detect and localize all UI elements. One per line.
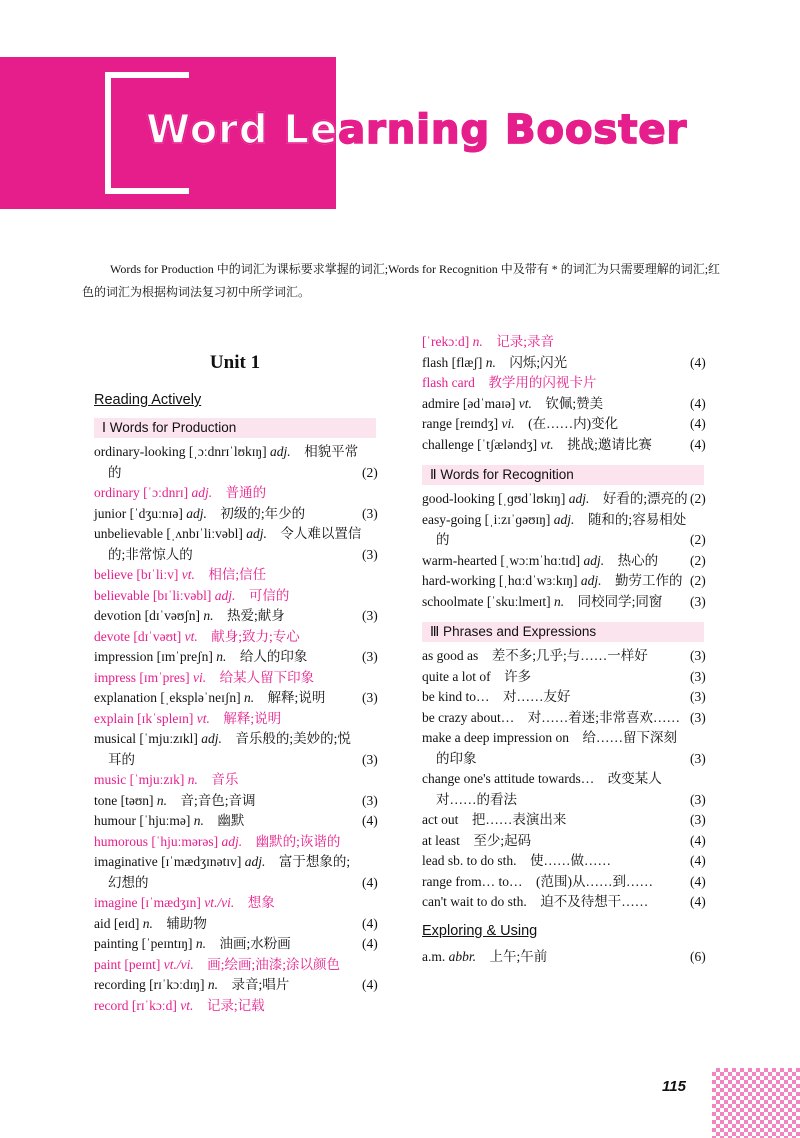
vocab-page-ref: (4) — [362, 813, 378, 828]
vocab-entry — [94, 483, 376, 504]
vocab-page-ref: (3) — [362, 690, 378, 705]
vocab-word: imagine [ɪˈmædʒɪn] — [94, 895, 201, 910]
vocab-page-ref: (3) — [362, 751, 378, 767]
vocab-text — [422, 373, 690, 394]
vocab-text — [422, 892, 690, 913]
vocab-entry — [94, 586, 376, 607]
vocab-meaning: 迫不及待想干…… — [540, 894, 649, 909]
vocab-meaning: 给某人留下印象 — [219, 669, 315, 685]
vocab-meaning: 教学用的闪视卡片 — [488, 375, 597, 390]
vocab-pos: n. — [193, 813, 204, 828]
vocab-meaning: 幽默 — [217, 813, 245, 828]
vocab-entry — [422, 571, 704, 592]
vocab-page-ref: (3) — [362, 546, 378, 562]
vocab-pos: adj. — [583, 552, 605, 568]
vocab-entry — [422, 810, 704, 831]
vocab-word: act out — [422, 812, 459, 827]
vocab-meaning: 好看的;漂亮的 — [602, 491, 688, 506]
vocab-entry — [422, 373, 704, 394]
vocab-page-ref: (2) — [362, 464, 378, 480]
vocab-pos: vi. — [192, 669, 207, 685]
vocab-word: music [ˈmjuːzɪk] — [94, 772, 185, 787]
vocab-entry — [422, 892, 704, 913]
vocab-pos: vt. — [181, 567, 195, 582]
vocab-word: hard-working [ˌhɑːdˈwɜːkɪŋ] — [422, 573, 578, 588]
vocab-page-ref: (3) — [690, 689, 706, 704]
vocab-text — [422, 728, 690, 769]
vocab-entry — [422, 687, 704, 708]
vocab-page-ref: (3) — [690, 593, 706, 609]
vocab-word: imaginative [ɪˈmædʒɪnətɪv] — [94, 854, 242, 869]
vocab-entry — [422, 592, 704, 613]
vocab-entry — [94, 832, 376, 853]
vocab-text — [94, 996, 362, 1017]
vocab-pos: vt. — [180, 997, 194, 1013]
vocab-text — [94, 975, 362, 996]
vocab-entry — [94, 668, 376, 689]
vocab-meaning: 辅助物 — [166, 915, 207, 931]
vocab-pos: n. — [472, 334, 483, 349]
vocab-word: range from… to… — [422, 873, 523, 889]
vocab-entry — [422, 551, 704, 572]
vocab-word: be kind to… — [422, 689, 490, 704]
vocab-text — [94, 914, 362, 935]
vocab-word: a.m. — [422, 948, 446, 964]
vocab-word: humorous [ˈhjuːmərəs] — [94, 833, 219, 849]
vocab-page-ref: (3) — [690, 791, 706, 807]
vocab-page-ref: (6) — [690, 948, 706, 964]
vocab-entry — [422, 667, 704, 688]
vocab-pos: n. — [187, 772, 198, 787]
vocab-text — [94, 483, 362, 504]
vocab-entry — [94, 791, 376, 812]
vocab-meaning: (范围)从……到…… — [535, 873, 653, 889]
vocab-meaning: 至少;起码 — [473, 832, 532, 848]
vocab-text — [94, 832, 362, 853]
vocab-page-ref: (4) — [362, 915, 378, 931]
vocab-word: make a deep impression on — [422, 730, 569, 745]
vocab-text — [422, 810, 690, 831]
vocab-meaning: 对……友好 — [503, 689, 571, 704]
subsection-words-for-recognition: Ⅱ Words for Recognition — [422, 465, 704, 485]
vocab-text — [422, 831, 690, 852]
vocab-page-ref: (2) — [690, 491, 706, 506]
vocab-text — [94, 668, 362, 689]
vocab-text — [94, 688, 362, 709]
vocab-meaning: 记录;录音 — [496, 334, 554, 349]
vocab-page-ref: (3) — [690, 648, 706, 663]
vocab-meaning: 许多 — [504, 668, 532, 684]
vocab-word: ordinary [ˈɔːdnrɪ] — [94, 485, 189, 500]
vocab-meaning: 上午;午前 — [489, 948, 548, 964]
vocab-meaning: 记录;记载 — [206, 997, 265, 1013]
vocab-entry — [422, 489, 704, 510]
vocab-meaning: 同校同学;同窗 — [577, 593, 663, 609]
vocab-entry — [94, 975, 376, 996]
vocab-meaning: 解释;说明 — [267, 690, 326, 705]
vocab-meaning: 使……做…… — [530, 853, 611, 868]
vocab-text — [94, 955, 362, 976]
vocab-word: be crazy about… — [422, 709, 515, 725]
vocab-word: believe [bɪˈliːv] — [94, 567, 179, 582]
vocab-entry — [422, 708, 704, 729]
vocab-entry — [422, 353, 704, 374]
vocab-entry — [94, 504, 376, 525]
vocab-entry — [94, 729, 376, 770]
vocab-meaning: 油画;水粉画 — [219, 936, 291, 951]
vocab-entry — [422, 728, 704, 769]
vocab-text — [422, 667, 690, 688]
vocab-pos: n. — [142, 915, 153, 931]
vocab-meaning: 录音;唱片 — [231, 977, 290, 992]
vocab-entry — [422, 851, 704, 872]
vocab-text — [422, 708, 690, 729]
vocab-text — [94, 524, 362, 565]
vocab-word: flash [flæʃ] — [422, 354, 483, 370]
vocab-pos: vt. — [540, 436, 554, 452]
vocab-entry — [94, 606, 376, 627]
vocab-pos: n. — [156, 792, 168, 808]
vocab-entry — [94, 647, 376, 668]
vocab-word: record [rɪˈkɔːd] — [94, 997, 177, 1013]
vocab-text — [94, 934, 362, 955]
vocab-page-ref: (4) — [690, 354, 706, 370]
vocab-pos: adj. — [214, 587, 236, 603]
vocab-entry — [94, 709, 376, 730]
vocab-page-ref: (2) — [690, 532, 706, 547]
vocab-meaning: 献身;致力;专心 — [211, 628, 300, 644]
right-column — [422, 332, 704, 967]
vocab-page-ref: (4) — [690, 832, 706, 848]
vocab-meaning: 初级的;年少的 — [220, 505, 306, 521]
word-list-production — [94, 442, 376, 1016]
vocab-meaning: 改变某人对……的看法 — [436, 771, 662, 807]
vocab-page-ref: (3) — [690, 709, 706, 725]
vocab-word: ordinary-looking [ˌɔːdnrɪˈlʊkɪŋ] — [94, 444, 267, 459]
vocab-word: unbelievable [ˌʌnbɪˈliːvəbl] — [94, 526, 243, 541]
vocab-meaning: 给人的印象 — [239, 649, 308, 664]
vocab-text — [94, 627, 362, 648]
vocab-text — [422, 592, 690, 613]
vocab-text — [422, 414, 690, 435]
vocab-meaning: 画;绘画;油漆;涂以颜色 — [207, 956, 340, 972]
section-exploring-using: Exploring & Using — [422, 922, 538, 939]
vocab-word: lead sb. to do sth. — [422, 853, 517, 868]
vocab-meaning: 想象 — [247, 895, 275, 910]
vocab-entry — [94, 914, 376, 935]
vocab-pos: n. — [485, 354, 496, 370]
vocab-text — [422, 435, 690, 456]
vocab-page-ref: (3) — [362, 792, 378, 808]
vocab-entry — [94, 442, 376, 483]
vocab-meaning: 热心的 — [617, 552, 659, 568]
vocab-entry — [422, 414, 704, 435]
vocab-word: junior [ˈdʒuːnɪə] — [94, 505, 183, 521]
vocab-text — [422, 646, 690, 667]
vocab-meaning: 相貌平常的 — [108, 444, 359, 480]
vocab-word: warm-hearted [ˌwɔːmˈhɑːtɪd] — [422, 552, 581, 568]
vocab-text — [422, 353, 690, 374]
vocab-pos: n. — [195, 936, 207, 951]
vocab-page-ref: (4) — [362, 874, 378, 890]
vocab-meaning: 差不多;几乎;与……一样好 — [491, 648, 648, 663]
vocab-meaning: 对……着迷;非常喜欢…… — [527, 709, 680, 725]
vocab-entry — [94, 893, 376, 914]
vocab-entry — [94, 688, 376, 709]
vocab-word: flash card — [422, 375, 475, 390]
vocab-text — [94, 565, 362, 586]
vocab-page-ref: (4) — [690, 436, 706, 452]
vocab-text — [422, 332, 690, 353]
vocab-meaning: 令人难以置信的;非常惊人的 — [108, 526, 362, 562]
vocab-page-ref: (4) — [690, 416, 706, 431]
vocab-pos: n. — [216, 649, 227, 664]
vocab-entry — [422, 435, 704, 456]
vocab-meaning: 音;音色;音调 — [180, 792, 256, 808]
vocab-entry — [94, 770, 376, 791]
vocab-text — [422, 947, 690, 968]
vocab-meaning: 闪烁;闪光 — [509, 354, 568, 370]
vocab-word: impression [ɪmˈpreʃn] — [94, 649, 213, 664]
vocab-entry — [94, 934, 376, 955]
vocab-entry — [422, 831, 704, 852]
vocab-word: devote [dɪˈvəʊt] — [94, 628, 182, 644]
vocab-word: at least — [422, 832, 460, 848]
page-title: Word Learning Booster — [146, 104, 687, 156]
vocab-entry — [94, 996, 376, 1017]
vocab-text — [422, 510, 690, 551]
vocab-entry — [422, 646, 704, 667]
vocab-meaning: 勤劳工作的 — [615, 573, 683, 588]
vocab-text — [422, 571, 690, 592]
vocab-word: easy-going [ˌiːzɪˈɡəʊɪŋ] — [422, 511, 551, 527]
vocab-page-ref: (3) — [690, 668, 706, 684]
vocab-meaning: 解释;说明 — [223, 710, 282, 726]
vocab-meaning: 音乐 — [211, 772, 239, 787]
vocab-text — [94, 442, 362, 483]
vocab-pos: vt. — [518, 395, 532, 411]
vocab-text — [422, 769, 690, 810]
vocab-word: can't wait to do sth. — [422, 894, 527, 909]
vocab-text — [94, 770, 362, 791]
vocab-pos: n. — [553, 593, 565, 609]
vocab-text — [94, 647, 362, 668]
vocab-meaning: 热爱;献身 — [227, 608, 285, 623]
vocab-page-ref: (3) — [362, 608, 378, 623]
vocab-word: schoolmate [ˈskuːlmeɪt] — [422, 593, 551, 609]
vocab-pos: adj. — [186, 505, 207, 521]
vocab-word: quite a lot of — [422, 668, 491, 684]
unit-title: Unit 1 — [209, 352, 261, 373]
vocab-page-ref: (4) — [362, 977, 378, 992]
vocab-entry — [422, 872, 704, 893]
vocab-text — [422, 394, 690, 415]
vocab-text — [94, 709, 362, 730]
vocab-meaning: 挑战;邀请比赛 — [567, 436, 652, 452]
vocab-text — [422, 872, 690, 893]
word-list-exploring — [422, 947, 704, 968]
vocab-meaning: 给……留下深刻的印象 — [436, 730, 677, 766]
vocab-pos: n. — [243, 690, 255, 705]
vocab-text — [422, 687, 690, 708]
word-list-production-cont — [422, 332, 704, 455]
subsection-words-for-production: Ⅰ Words for Production — [94, 418, 376, 438]
vocab-entry — [422, 394, 704, 415]
vocab-page-ref: (3) — [362, 649, 378, 664]
vocab-entry — [94, 852, 376, 893]
vocab-word: good-looking [ˌɡʊdˈlʊkɪŋ] — [422, 491, 566, 506]
page-number: 115 — [662, 1078, 686, 1095]
vocab-text — [94, 586, 362, 607]
vocab-page-ref: (4) — [690, 873, 706, 889]
vocab-text — [94, 852, 362, 893]
vocab-word: paint [peɪnt] — [94, 956, 161, 972]
vocab-word: explain [ɪkˈspleɪn] — [94, 710, 194, 726]
vocab-page-ref: (3) — [362, 505, 378, 521]
vocab-pos: abbr. — [448, 948, 477, 964]
section-reading-actively: Reading Actively — [94, 392, 202, 408]
vocab-pos: adj. — [246, 526, 267, 541]
vocab-word: believable [bɪˈliːvəbl] — [94, 587, 212, 603]
vocab-page-ref: (3) — [690, 812, 706, 827]
vocab-text — [94, 606, 362, 627]
vocab-page-ref: (2) — [690, 552, 706, 568]
intro-note: Words for Production 中的词汇为课标要求掌握的词汇;Words for Recognition 中及带有 * 的词汇为只需要理解的词汇;红色的词汇为根据构词法复习初中所学词汇。 — [82, 262, 721, 299]
vocab-page-ref: (4) — [690, 894, 706, 909]
vocab-word: challenge [ˈtʃæləndʒ] — [422, 436, 538, 452]
vocab-entry — [94, 524, 376, 565]
vocab-meaning: 富于想象的;幻想的 — [108, 854, 351, 890]
vocab-page-ref: (4) — [362, 936, 378, 951]
vocab-entry — [422, 510, 704, 551]
vocab-word: impress [ɪmˈpres] — [94, 669, 190, 685]
vocab-meaning: 钦佩;赞美 — [545, 395, 604, 411]
vocab-text — [422, 489, 690, 510]
vocab-pos: adj. — [270, 444, 291, 459]
vocab-pos: adj. — [201, 731, 222, 746]
vocab-pos: vt. — [196, 710, 210, 726]
vocab-meaning: 音乐般的;美妙的;悦耳的 — [108, 731, 351, 767]
vocab-meaning: (在……内)变化 — [528, 416, 619, 431]
word-list-recognition — [422, 489, 704, 612]
vocab-meaning: 普通的 — [225, 485, 267, 500]
vocab-word: devotion [dɪˈvəʊʃn] — [94, 608, 201, 623]
vocab-entry — [94, 565, 376, 586]
vocab-meaning: 随和的;容易相处的 — [436, 511, 687, 547]
vocab-entry — [94, 811, 376, 832]
vocab-text — [422, 551, 690, 572]
vocab-pos: adj. — [191, 485, 213, 500]
vocab-word: painting [ˈpeɪntɪŋ] — [94, 936, 193, 951]
vocab-text — [94, 504, 362, 525]
vocab-entry — [422, 947, 704, 968]
vocab-entry — [94, 627, 376, 648]
vocab-page-ref: (4) — [690, 853, 706, 868]
phrase-list — [422, 646, 704, 913]
vocab-word: as good as — [422, 648, 479, 663]
vocab-pos: n. — [207, 977, 219, 992]
vocab-pos: adj. — [221, 833, 243, 849]
vocab-pos: vt. — [184, 628, 198, 644]
vocab-page-ref: (2) — [690, 573, 706, 588]
vocab-pos: n. — [203, 608, 214, 623]
vocab-entry — [94, 955, 376, 976]
vocab-word: range [reɪndʒ] — [422, 416, 499, 431]
vocab-text — [94, 729, 362, 770]
vocab-word: change one's attitude towards… — [422, 771, 595, 786]
vocab-word: musical [ˈmjuːzɪkl] — [94, 731, 198, 746]
vocab-word: recording [rɪˈkɔːdɪŋ] — [94, 977, 205, 992]
vocab-entry — [422, 332, 704, 353]
vocab-word: aid [eɪd] — [94, 915, 140, 931]
vocab-text — [94, 893, 362, 914]
vocab-text — [94, 791, 362, 812]
vocab-pos: vi. — [501, 416, 515, 431]
vocab-pos: adj. — [568, 491, 590, 506]
vocab-entry — [422, 769, 704, 810]
vocab-word: tone [təʊn] — [94, 792, 154, 808]
corner-pattern-decoration — [712, 1068, 800, 1138]
vocab-page-ref: (3) — [690, 750, 706, 766]
vocab-meaning: 可信的 — [248, 587, 290, 603]
vocab-meaning: 相信;信任 — [208, 567, 267, 582]
vocab-page-ref: (4) — [690, 395, 706, 411]
vocab-word: humour [ˈhjuːmə] — [94, 813, 191, 828]
subsection-phrases-and-expressions: Ⅲ Phrases and Expressions — [422, 622, 704, 642]
left-column — [94, 336, 376, 1016]
vocab-text — [94, 811, 362, 832]
vocab-text — [422, 851, 690, 872]
vocab-pos: adj. — [580, 573, 602, 588]
vocab-pos: vt./vi. — [163, 956, 194, 972]
vocab-word: [ˈrekɔːd] — [422, 334, 470, 349]
vocab-pos: vt./vi. — [204, 895, 235, 910]
vocab-word: admire [ədˈmaɪə] — [422, 395, 516, 411]
vocab-pos: adj. — [244, 854, 266, 869]
vocab-word: explanation [ˌekspləˈneɪʃn] — [94, 690, 241, 705]
vocab-meaning: 幽默的;诙谐的 — [255, 833, 341, 849]
vocab-pos: adj. — [553, 511, 575, 527]
vocab-meaning: 把……表演出来 — [471, 812, 567, 827]
